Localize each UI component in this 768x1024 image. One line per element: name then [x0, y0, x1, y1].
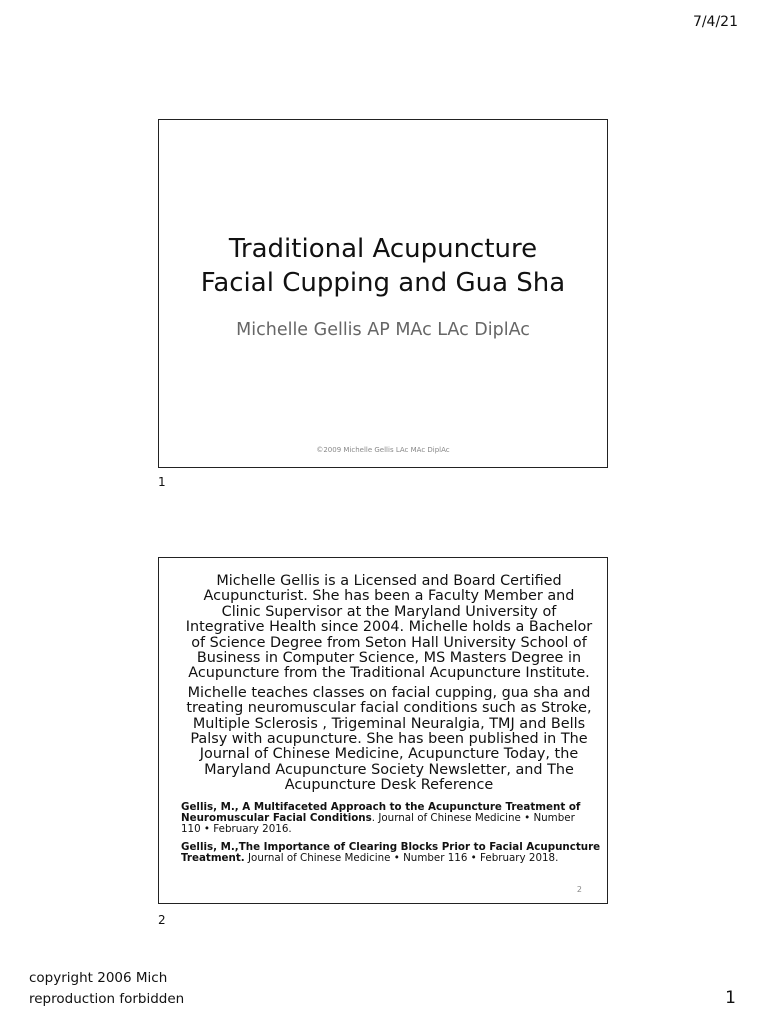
copyright-line-1: copyright 2006 Mich: [29, 970, 168, 986]
reference-2-source: Journal of Chinese Medicine • Number 116 • February 2018.: [244, 852, 559, 865]
bio-paragraph-1: [171, 574, 607, 682]
bio-line: Journal of Chinese Medicine, Acupuncture Today, the: [199, 746, 579, 763]
bio-line: Palsy with acupuncture. She has been published in The: [190, 731, 588, 748]
bio-line: treating neuromuscular facial conditions such as Stroke,: [186, 700, 592, 717]
bio-line: Acupuncturist. She has been a Faculty Member and: [203, 588, 575, 605]
references: [181, 801, 601, 872]
bio-line: Clinic Supervisor at the Maryland University of: [221, 603, 557, 620]
bio-line: Michelle teaches classes on facial cupping, gua sha and: [187, 684, 591, 701]
slide-1-subtitle: Michelle Gellis AP MAc LAc DiplAc: [236, 320, 530, 340]
reference-2-title-cont: Treatment.: [181, 852, 245, 865]
bio-line: Acupuncture from the Traditional Acupuncture Institute.: [188, 665, 590, 682]
page-number: 1: [725, 988, 736, 1008]
slide-1: [158, 119, 608, 468]
title-line-1: Traditional Acupuncture: [228, 234, 538, 264]
slide-1-title: [159, 232, 607, 300]
reference-1-title-cont: Neuromuscular Facial Conditions: [181, 811, 372, 824]
copyright-footer: [29, 968, 184, 1010]
reference-1-title: Gellis, M., A Multifaceted Approach to the Acupuncture Treatment of: [181, 801, 581, 813]
reference-1-source: . Journal of Chinese Medicine • Number: [371, 811, 575, 824]
bio-line: Michelle Gellis is a Licensed and Board Certified: [216, 573, 562, 589]
bio-line: Business in Computer Science, MS Masters Degree in: [196, 650, 582, 667]
slide-1-copyright: ©2009 Michelle Gellis LAc MAc DiplAc: [316, 446, 450, 454]
slide-2: [158, 557, 608, 904]
title-line-2: Facial Cupping and Gua Sha: [200, 268, 566, 298]
reference-2-title: Gellis, M.,The Importance of Clearing Blocks Prior to Facial Acupuncture: [181, 841, 601, 854]
reference-1: [181, 802, 587, 834]
slide-1-number: 1: [158, 475, 166, 489]
slide-2-inner-number: 2: [576, 885, 582, 894]
bio-line: Maryland Acupuncture Society Newsletter, and The: [204, 761, 574, 778]
bio-line: Multiple Sclerosis , Trigeminal Neuralgia, TMJ and Bells: [192, 715, 586, 732]
copyright-line-2: reproduction forbidden: [29, 991, 185, 1007]
slide-2-number: 2: [158, 913, 166, 927]
bio-line: Integrative Health since 2004. Michelle holds a Bachelor: [185, 619, 593, 636]
reference-2: [181, 841, 601, 865]
bio-text: [171, 574, 607, 798]
reference-1-date: 110 • February 2016.: [181, 822, 292, 835]
bio-line: of Science Degree from Seton Hall University School of: [191, 634, 587, 651]
print-date: 7/4/21: [692, 14, 738, 30]
bio-line: Acupuncture Desk Reference: [284, 777, 494, 794]
bio-paragraph-2: [171, 686, 607, 794]
